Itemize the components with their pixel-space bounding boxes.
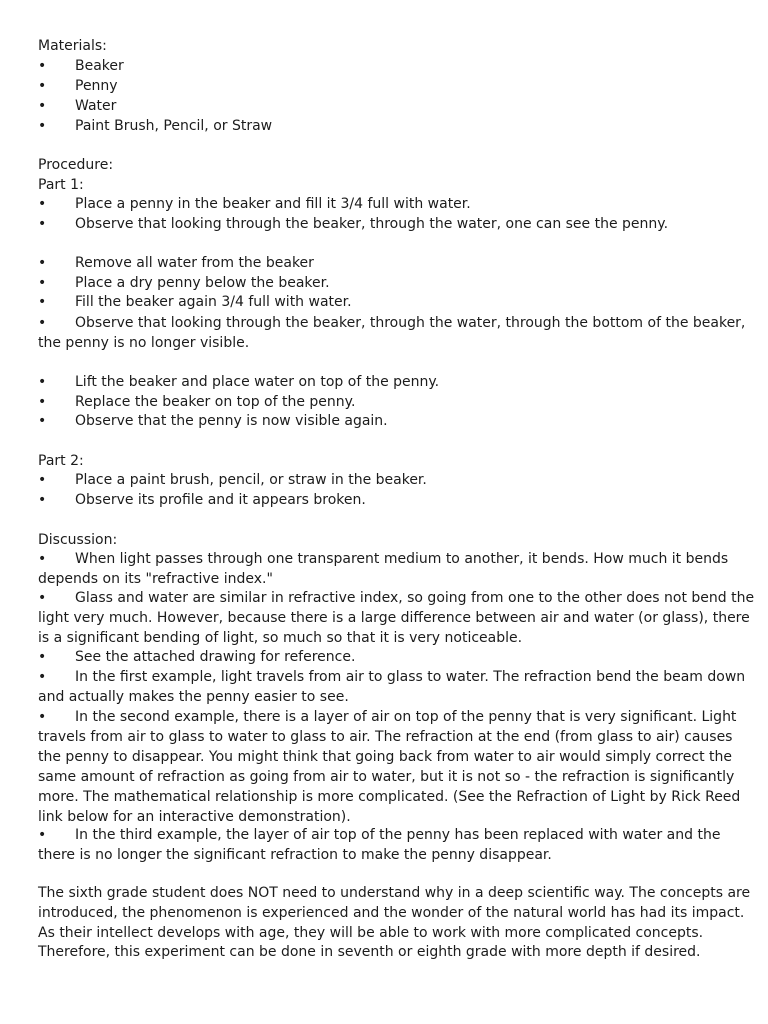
materials-heading: Materials: bbox=[38, 38, 107, 54]
list-item: • When light passes through one transparent medium to another, it bends. How much it bends depends on its "refractive index." bbox=[38, 551, 729, 587]
list-item: • In the second example, there is a layer of air on top of the penny that is very significant. Light travels from air to glass to water to glass to air. The refraction at the end (from glass to air) causes the penny to disappear. You might think that going back from water to air would simply correct the same amount of refraction as going from air to water, but it is not so - the refraction is significantly more. The mathematical relationship is more complicated. (See the Refraction of Light by Rick Reed link below for an interactive demonstration). bbox=[38, 709, 741, 825]
discussion-heading: Discussion: bbox=[38, 532, 118, 548]
list-item: • Observe that looking through the beaker, through the water, through the bottom of the beaker, the penny is no longer visible. bbox=[38, 315, 746, 351]
list-item: • Glass and water are similar in refractive index, so going from one to the other does not bend the light very much. However, because there is a large difference between air and water (or glass), there is a significant bending of light, so much so that it is very noticeable. bbox=[38, 590, 755, 646]
list-item: • In the third example, the layer of air top of the penny has been replaced with water and the there is no longer the significant refraction to make the penny disappear. bbox=[38, 827, 721, 863]
part2-heading: Part 2: bbox=[38, 453, 84, 469]
procedure-heading: Procedure: bbox=[38, 157, 114, 173]
document-page: Materials: • Beaker • Penny • Water • Paint Brush, Pencil, or Straw Procedure: Part 1: • Place a penny in the beaker and fill it 3/4 full with water. • Observe that looking through the beaker, through the water, one can see the penny. • Remove all water from the beaker • Place a dry penny below the beaker. • Fill the beaker again 3/4 full with water. • Observe that looking through the beaker, through the water, through the bottom of the beaker, the penny is no longer visible. • Lift the beaker and place water on top of the penny. • Replace the beaker on top of the penny. • Observe that the penny is now visible again. Part 2: • Place a paint brush, pencil, or straw in the beaker. • Observe its profile and it appears broken. Discussion: • When light passes through one transparent medium to another, it bends. How much it bends depends on its "refractive index." • Glass and water are similar in refractive index, so going from one to the other does not bend the light very much. However, because there is a large difference between air and water (or glass), there is a significant bending of light, so much so that it is very noticeable. • See the attached drawing for reference. • In the first example, light travels from air to glass to water. The refraction bend the beam down and actually makes the penny easier to see. • In the second example, there is a layer of air on top of the penny that is very significant. Light travels from air to glass to water to glass to air. The refraction at the end (from glass to air) causes the penny to disappear. You might think that going back from water to air would simply correct the same amount of refraction as going from air to water, but it is not so - the refraction is significantly more. The mathematical relationship is more complicated. (See the Refraction of Light by Rick Reed link below for an interactive demonstration). • In the third example, the layer of air top of the penny has been replaced with water and the there is no longer the significant refraction to make the penny disappear. The sixth grade student does NOT need to understand why in a deep scientific way. The concepts are introduced, the phenomenon is experienced and the wonder of the natural world has had its impact. As their intellect develops with age, they will be able to work with more complicated concepts. Therefore, this experiment can be done in seventh or eighth grade with more depth if desired. bbox=[0, 0, 768, 1024]
list-item: • In the first example, light travels from air to glass to water. The refraction bend the beam down and actually makes the penny easier to see. bbox=[38, 669, 746, 705]
part1-heading: Part 1: bbox=[38, 177, 84, 193]
closing-paragraph: The sixth grade student does NOT need to understand why in a deep scientific way. The concepts are introduced, the phenomenon is experienced and the wonder of the natural world has had its impact. As their intellect develops with age, they will be able to work with more complicated concepts. Therefore, this experiment can be done in seventh or eighth grade with more depth if desired. bbox=[38, 885, 751, 961]
